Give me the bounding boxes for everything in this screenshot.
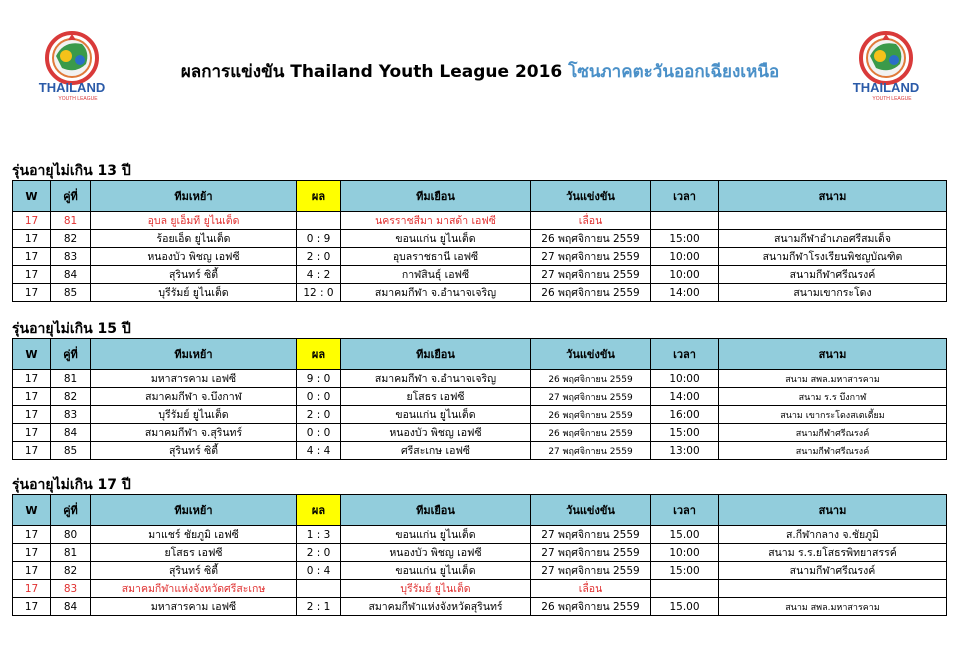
cell-home: มหาสารคาม เอฟซี [91,598,297,616]
cell-venue: สนาม สพล.มหาสารคาม [719,370,947,388]
cell-w: 17 [13,230,51,248]
cell-venue: สนามกีฬาอำเภอศรีสมเด็จ [719,230,947,248]
cell-result: 0 : 0 [297,388,341,406]
cell-venue: สนามกีฬาศรีณรงค์ [719,266,947,284]
cell-date: 26 พฤศจิกายน 2559 [531,284,651,302]
cell-w: 17 [13,562,51,580]
cell-date: 26 พฤศจิกายน 2559 [531,598,651,616]
section-title: รุ่นอายุไม่เกิน 17 ปี [12,477,131,493]
cell-result: 0 : 4 [297,562,341,580]
table-header-row [13,181,947,212]
cell-time: 15:00 [651,424,719,442]
cell-away: นครราชสีมา มาสด้า เอฟซี [341,212,531,230]
cell-away: ขอนแก่น ยูไนเต็ด [341,406,531,424]
cell-date: 26 พฤศจิกายน 2559 [531,424,651,442]
cell-pair: 82 [51,230,91,248]
page-title-region: โซนภาคตะวันออกเฉียงเหนือ [568,62,780,82]
column-header-week: W [13,181,51,212]
cell-result: 0 : 0 [297,424,341,442]
cell-venue: สนามเขากระโดง [719,284,947,302]
cell-venue: สนาม เขากระโดงสเตเดี้ยม [719,406,947,424]
cell-home: สุรินทร์ ซิตี้ [91,442,297,460]
cell-home: สมาคมกีฬา จ.บึงกาฬ [91,388,297,406]
table-row [13,544,947,562]
svg-text:YOUTH LEAGUE: YOUTH LEAGUE [872,96,912,102]
cell-away: ยโสธร เอฟซี [341,388,531,406]
cell-venue: สนาม สพล.มหาสารคาม [719,598,947,616]
cell-away: สมาคมกีฬา จ.อำนาจเจริญ [341,284,531,302]
column-header-pair: คู่ที่ [51,495,91,526]
cell-home: หนองบัว พิชญ เอฟซี [91,248,297,266]
cell-result: 0 : 9 [297,230,341,248]
cell-date: 27 พฤศจิกายน 2559 [531,526,651,544]
cell-venue: สนาม ร.ร บึงกาฬ [719,388,947,406]
cell-date: 27 พฤศจิกายน 2559 [531,544,651,562]
cell-result: 2 : 0 [297,406,341,424]
cell-pair: 81 [51,370,91,388]
cell-pair: 83 [51,406,91,424]
column-header-home: ทีมเหย้า [91,181,297,212]
cell-result: 2 : 0 [297,248,341,266]
cell-away: ขอนแก่น ยูไนเต็ด [341,230,531,248]
cell-venue [719,212,947,230]
cell-date: 26 พฤศจิกายน 2559 [531,230,651,248]
cell-w: 17 [13,284,51,302]
cell-pair: 84 [51,424,91,442]
cell-result: 1 : 3 [297,526,341,544]
cell-away: ขอนแก่น ยูไนเต็ด [341,562,531,580]
cell-home: มาแชร์ ชัยภูมิ เอฟซี [91,526,297,544]
cell-date: 27 พฤศจิกายน 2559 [531,562,651,580]
cell-home: สุรินทร์ ซิตี้ [91,266,297,284]
cell-w: 17 [13,266,51,284]
cell-date: 26 พฤศจิกายน 2559 [531,406,651,424]
column-header-time: เวลา [651,181,719,212]
column-header-date: วันแข่งขัน [531,339,651,370]
cell-pair: 83 [51,248,91,266]
cell-away: หนองบัว พิชญ เอฟซี [341,424,531,442]
table-row [13,370,947,388]
column-header-result: ผล [297,181,341,212]
cell-time: 13:00 [651,442,719,460]
table-row [13,388,947,406]
cell-w: 17 [13,388,51,406]
column-header-week: W [13,339,51,370]
table-row [13,230,947,248]
cell-time: 16:00 [651,406,719,424]
table-row [13,284,947,302]
svg-text:THAILAND: THAILAND [852,80,920,95]
table-row [13,406,947,424]
cell-away: ศรีสะเกษ เอฟซี [341,442,531,460]
cell-result [297,212,341,230]
cell-time: 15:00 [651,230,719,248]
column-header-date: วันแข่งขัน [531,181,651,212]
cell-pair: 81 [51,212,91,230]
cell-date: เลื่อน [531,580,651,598]
column-header-time: เวลา [651,339,719,370]
cell-w: 17 [13,526,51,544]
cell-pair: 83 [51,580,91,598]
cell-w: 17 [13,370,51,388]
cell-result: 4 : 2 [297,266,341,284]
cell-venue: สนามกีฬาโรงเรียนพิชญบัณฑิต [719,248,947,266]
cell-time: 14:00 [651,284,719,302]
table-row [13,598,947,616]
cell-pair: 85 [51,284,91,302]
cell-venue: สนาม ร.ร.ยโสธรพิทยาสรรค์ [719,544,947,562]
cell-venue: ส.กีฬากลาง จ.ชัยภูมิ [719,526,947,544]
cell-date: 26 พฤศจิกายน 2559 [531,370,651,388]
cell-date: เลื่อน [531,212,651,230]
results-table [12,338,947,460]
page-title-main: ผลการแข่งขัน Thailand Youth League 2016 [180,62,563,82]
cell-date: 27 พฤศจิกายน 2559 [531,266,651,284]
table-row [13,266,947,284]
table-row [13,424,947,442]
section-title: รุ่นอายุไม่เกิน 15 ปี [12,321,131,337]
column-header-away: ทีมเยือน [341,495,531,526]
table-row [13,212,947,230]
cell-pair: 81 [51,544,91,562]
cell-time: 10:00 [651,544,719,562]
table-row [13,526,947,544]
cell-w: 17 [13,544,51,562]
section-title: รุ่นอายุไม่เกิน 13 ปี [12,163,131,179]
svg-text:THAILAND: THAILAND [38,80,106,95]
table-row [13,580,947,598]
cell-away: บุรีรัมย์ ยูไนเต็ด [341,580,531,598]
cell-away: สมาคมกีฬาแห่งจังหวัดสุรินทร์ [341,598,531,616]
cell-time: 10:00 [651,266,719,284]
cell-pair: 85 [51,442,91,460]
column-header-pair: คู่ที่ [51,181,91,212]
cell-time: 15.00 [651,598,719,616]
cell-home: บุรีรัมย์ ยูไนเต็ด [91,284,297,302]
cell-pair: 82 [51,388,91,406]
page-title [0,58,960,85]
column-header-away: ทีมเยือน [341,181,531,212]
column-header-time: เวลา [651,495,719,526]
cell-result [297,580,341,598]
column-header-date: วันแข่งขัน [531,495,651,526]
cell-home: บุรีรัมย์ ยูไนเต็ด [91,406,297,424]
column-header-pair: คู่ที่ [51,339,91,370]
cell-away: กาฬสินธุ์ เอฟซี [341,266,531,284]
cell-time [651,212,719,230]
table-row [13,442,947,460]
cell-date: 27 พฤศจิกายน 2559 [531,442,651,460]
table-row [13,562,947,580]
cell-pair: 80 [51,526,91,544]
cell-venue: สนามกีฬาศรีณรงค์ [719,424,947,442]
cell-result: 2 : 1 [297,598,341,616]
cell-w: 17 [13,580,51,598]
cell-result: 4 : 4 [297,442,341,460]
column-header-venue: สนาม [719,181,947,212]
cell-away: หนองบัว พิชญ เอฟซี [341,544,531,562]
cell-w: 17 [13,442,51,460]
cell-home: อุบล ยูเอ็มที ยูไนเต็ด [91,212,297,230]
cell-home: ยโสธร เอฟซี [91,544,297,562]
column-header-venue: สนาม [719,495,947,526]
results-table [12,180,947,302]
cell-time: 10:00 [651,248,719,266]
cell-home: ร้อยเอ็ด ยูไนเต็ด [91,230,297,248]
cell-result: 2 : 0 [297,544,341,562]
cell-result: 12 : 0 [297,284,341,302]
cell-home: สุรินทร์ ซิตี้ [91,562,297,580]
cell-date: 27 พฤศจิกายน 2559 [531,248,651,266]
cell-away: ขอนแก่น ยูไนเต็ด [341,526,531,544]
table-row [13,248,947,266]
cell-w: 17 [13,424,51,442]
column-header-venue: สนาม [719,339,947,370]
cell-w: 17 [13,248,51,266]
cell-w: 17 [13,212,51,230]
table-header-row [13,339,947,370]
cell-pair: 82 [51,562,91,580]
cell-venue: สนามกีฬาศรีณรงค์ [719,442,947,460]
column-header-result: ผล [297,339,341,370]
cell-pair: 84 [51,266,91,284]
cell-home: สมาคมกีฬาแห่งจังหวัดศรีสะเกษ [91,580,297,598]
cell-home: สมาคมกีฬา จ.สุรินทร์ [91,424,297,442]
column-header-away: ทีมเยือน [341,339,531,370]
cell-w: 17 [13,406,51,424]
cell-w: 17 [13,598,51,616]
cell-time [651,580,719,598]
cell-home: มหาสารคาม เอฟซี [91,370,297,388]
column-header-week: W [13,495,51,526]
cell-pair: 84 [51,598,91,616]
cell-away: สมาคมกีฬา จ.อำนาจเจริญ [341,370,531,388]
cell-time: 10:00 [651,370,719,388]
cell-venue [719,580,947,598]
column-header-home: ทีมเหย้า [91,495,297,526]
cell-time: 15.00 [651,526,719,544]
cell-venue: สนามกีฬาศรีณรงค์ [719,562,947,580]
cell-result: 9 : 0 [297,370,341,388]
cell-time: 15:00 [651,562,719,580]
cell-date: 27 พฤศจิกายน 2559 [531,388,651,406]
svg-text:YOUTH LEAGUE: YOUTH LEAGUE [58,96,98,102]
cell-away: อุบลราชธานี เอฟซี [341,248,531,266]
table-header-row [13,495,947,526]
column-header-result: ผล [297,495,341,526]
column-header-home: ทีมเหย้า [91,339,297,370]
results-table [12,494,947,616]
cell-time: 14:00 [651,388,719,406]
